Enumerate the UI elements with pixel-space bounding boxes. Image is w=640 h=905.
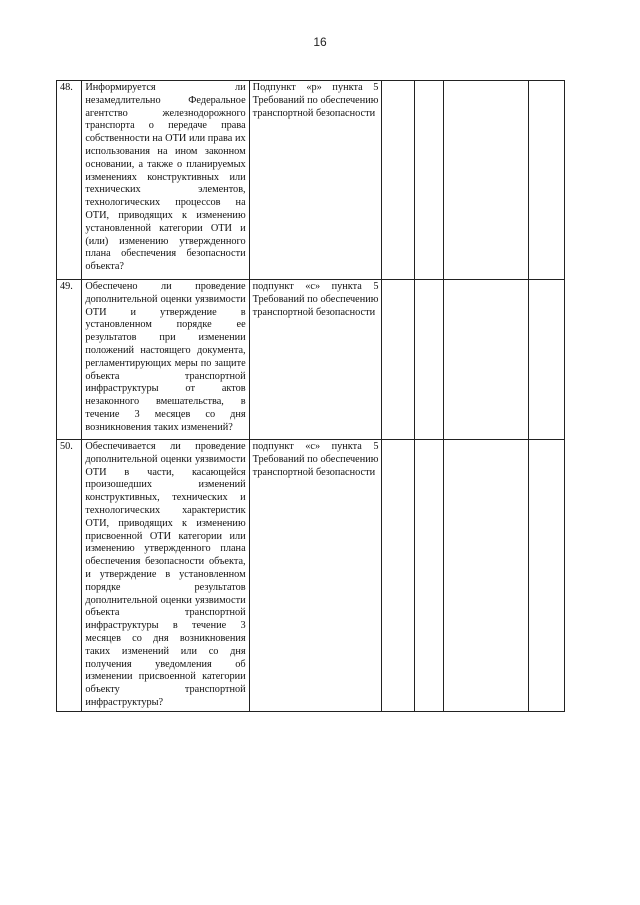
row-number: 48. xyxy=(57,81,82,280)
requirement-cell: подпункт «с» пункта 5 Требований по обеспечению транспортной безопасности xyxy=(249,280,382,440)
table-row xyxy=(57,440,565,712)
page-number: 16 xyxy=(313,35,327,49)
row-number: 50. xyxy=(57,440,82,712)
note-cell xyxy=(529,280,565,440)
question-cell: Обеспечивается ли проведение дополнительной оценки уязвимости ОТИ в части, касающейся произошедших изменений конструктивных, технических и технологических характеристик ОТИ, приводящих к изменению присвоенной ОТИ категории или изменению утвержденного плана обеспечения безопасности объекта, и утверждение в установленном порядке результатов дополнительной оценки уязвимости объекта транспортной инфраструктуры в течение 3 месяцев со дня возникновения таких изменений или со дня получения уведомления об изменении присвоенной категории объекту транспортной инфраструктуры? xyxy=(82,440,249,712)
row-number: 49. xyxy=(57,280,82,440)
answer-no-cell xyxy=(414,440,443,712)
answer-no-cell xyxy=(414,81,443,280)
requirement-cell: подпункт «с» пункта 5 Требований по обеспечению транспортной безопасности xyxy=(249,440,382,712)
answer-no-cell xyxy=(414,280,443,440)
answer-yes-cell xyxy=(382,81,414,280)
answer-yes-cell xyxy=(382,280,414,440)
answer-na-cell xyxy=(444,280,529,440)
checklist-table xyxy=(56,80,565,712)
note-cell xyxy=(529,440,565,712)
requirement-cell: Подпункт «р» пункта 5 Требований по обеспечению транспортной безопасности xyxy=(249,81,382,280)
answer-yes-cell xyxy=(382,440,414,712)
table-row xyxy=(57,280,565,440)
question-cell: Обеспечено ли проведение дополнительной оценки уязвимости ОТИ и утверждение в установленном порядке ее результатов при изменении положений настоящего документа, регламентирующих меры по защите объекта транспортной инфраструктуры от актов незаконного вмешательства, в течение 3 месяцев со дня возникновения таких изменений? xyxy=(82,280,249,440)
table-row xyxy=(57,81,565,280)
question-cell: Информируется ли незамедлительно Федеральное агентство железнодорожного транспорта о передаче права собственности на ОТИ или права их использования на ином законном основании, а также о планируемых изменениях конструктивных или технических элементов, технологических процессов на ОТИ, приводящих к изменению установленной категории ОТИ и (или) изменению утвержденного плана обеспечения безопасности объекта? xyxy=(82,81,249,280)
answer-na-cell xyxy=(444,440,529,712)
note-cell xyxy=(529,81,565,280)
answer-na-cell xyxy=(444,81,529,280)
